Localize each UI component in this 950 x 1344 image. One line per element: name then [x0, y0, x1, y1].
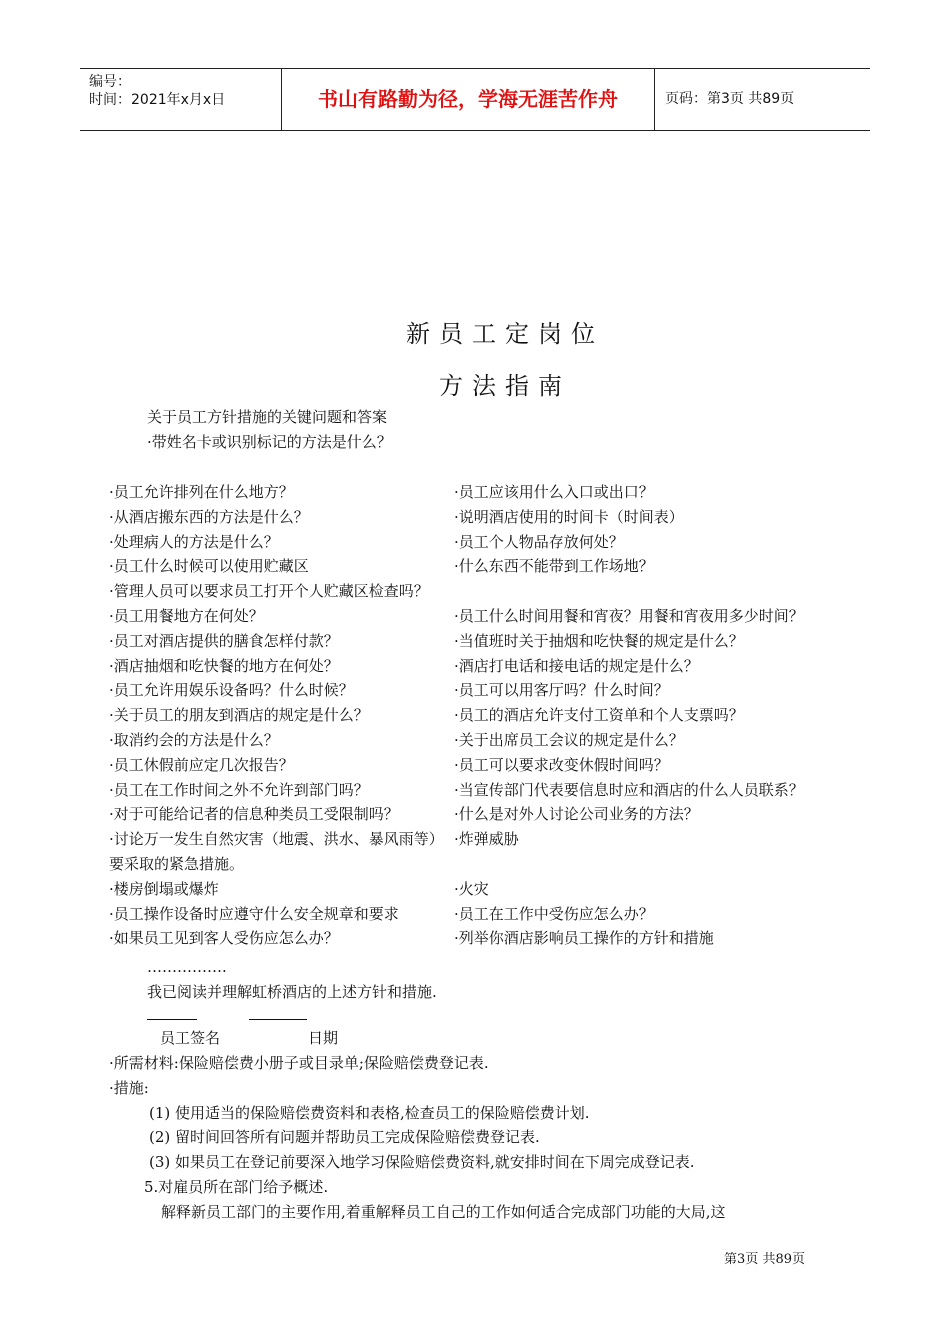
question-right: ·什么是对外人讨论公司业务的方法？: [454, 805, 699, 824]
question-row: [109, 505, 869, 530]
question-row: [109, 480, 869, 505]
question-row: [109, 678, 869, 703]
measures-label: ·措施:: [109, 1078, 149, 1097]
question-row: [109, 877, 869, 902]
header-meta-cell: [80, 69, 282, 130]
header-motto: 书山有路勤为径，学海无涯苦作舟: [282, 69, 655, 130]
question-right: ·员工的酒店允许支付工资单和个人支票吗？: [454, 706, 744, 725]
question-row: [109, 827, 869, 877]
measure-item: (1) 使用适当的保险赔偿费资料和表格,检查员工的保险赔偿费计划.: [149, 1103, 590, 1122]
question-left: ·员工对酒店提供的膳食怎样付款？: [109, 631, 339, 650]
document-title: 新员工定岗位: [406, 320, 604, 348]
question-right: ·员工什么时间用餐和宵夜？用餐和宵夜用多少时间？: [454, 606, 804, 625]
document-subtitle: 方法指南: [439, 372, 571, 400]
question-row: [109, 629, 869, 654]
question-right: ·员工在工作中受伤应怎么办？: [454, 904, 654, 923]
question-row: [109, 654, 869, 679]
question-left: ·处理病人的方法是什么？: [109, 532, 279, 551]
section-5-body: 解释新员工部门的主要作用,着重解释员工自己的工作如何适合完成部门功能的大局,这: [161, 1202, 726, 1221]
question-left: ·从酒店搬东西的方法是什么？: [109, 507, 309, 526]
question-row: [109, 926, 869, 951]
measure-item: (2) 留时间回答所有问题并帮助员工完成保险赔偿费登记表.: [149, 1128, 540, 1147]
question-right: ·列举你酒店影响员工操作的方针和措施: [454, 929, 714, 948]
question-left: ·员工休假前应定几次报告？: [109, 755, 294, 774]
question-row: [109, 604, 869, 629]
question-left: ·员工允许排列在什么地方？: [109, 483, 294, 501]
question-row: [109, 753, 869, 778]
question-left: ·关于员工的朋友到酒店的规定是什么？: [109, 706, 369, 725]
question-row: [109, 703, 869, 728]
question-left: ·讨论万一发生自然灾害（地震、洪水、暴风雨等）要采取的紧急措施。: [109, 830, 444, 873]
question-right: ·当值班时关于抽烟和吃快餐的规定是什么？: [454, 631, 744, 650]
question-right: ·员工可以要求改变休假时间吗？: [454, 755, 669, 774]
question-left: ·对于可能给记者的信息种类员工受限制吗？: [109, 805, 399, 824]
signature-line: [147, 1019, 197, 1020]
question-left: ·员工用餐地方在何处？: [109, 606, 264, 625]
intro-question: ·带姓名卡或识别标记的方法是什么？: [147, 432, 392, 451]
materials-section: [109, 1051, 726, 1225]
question-left: ·员工在工作时间之外不允许到部门吗？: [109, 780, 369, 799]
question-row: [109, 902, 869, 927]
question-right: ·当宣传部门代表要信息时应和酒店的什么人员联系？: [454, 780, 804, 799]
ellipsis: …………….: [147, 958, 227, 976]
question-list: [109, 480, 869, 951]
measure-item: (3) 如果员工在登记前要深入地学习保险赔偿费资料,就安排时间在下周完成登记表.: [149, 1153, 695, 1172]
question-row: [109, 728, 869, 753]
question-left: ·取消约会的方法是什么？: [109, 730, 279, 749]
question-row: [109, 554, 869, 579]
question-right: ·员工可以用客厅吗？什么时间？: [454, 681, 669, 700]
question-row: [109, 530, 869, 555]
date-line: [249, 1019, 307, 1020]
question-left: ·员工什么时候可以使用贮藏区: [109, 557, 309, 576]
question-left: ·楼房倒塌或爆炸: [109, 879, 219, 898]
question-right: ·关于出席员工会议的规定是什么？: [454, 730, 684, 749]
question-left: ·如果员工见到客人受伤应怎么办？: [109, 929, 339, 948]
question-right: ·炸弹威胁: [454, 830, 519, 849]
question-right: ·酒店打电话和接电话的规定是什么？: [454, 656, 699, 675]
intro-heading: 关于员工方针措施的关键问题和答案: [147, 408, 388, 426]
header-time-label: 时间：2021年x月x日: [89, 92, 226, 108]
question-right: ·员工应该用什么入口或出口？: [454, 483, 654, 501]
question-left: ·酒店抽烟和吃快餐的地方在何处？: [109, 656, 339, 675]
materials-line: ·所需材料:保险赔偿费小册子或目录单;保险赔偿费登记表.: [109, 1054, 489, 1072]
question-row: [109, 778, 869, 803]
question-row: [109, 802, 869, 827]
question-row: [109, 579, 869, 604]
page-header: [80, 68, 870, 131]
question-right: ·员工个人物品存放何处？: [454, 532, 624, 551]
date-label: 日期: [308, 1029, 339, 1047]
acknowledgement-block: [147, 955, 437, 1005]
section-5-heading: 5.对雇员所在部门给予概述.: [144, 1177, 329, 1196]
question-right: ·火灾: [454, 879, 489, 898]
acknowledgement-statement: 我已阅读并理解虹桥酒店的上述方针和措施.: [147, 982, 437, 1001]
header-number-label: 编号：: [89, 74, 131, 90]
question-left: ·员工允许用娱乐设备吗？什么时候？: [109, 681, 354, 700]
question-right: ·说明酒店使用的时间卡（时间表）: [454, 507, 684, 526]
question-left: ·员工操作设备时应遵守什么安全规章和要求: [109, 904, 399, 923]
signature-label: 员工签名: [160, 1029, 221, 1047]
intro-block: [147, 405, 392, 455]
question-left: ·管理人员可以要求员工打开个人贮藏区检查吗？: [109, 582, 429, 601]
question-right: ·什么东西不能带到工作场地？: [454, 557, 654, 576]
header-page-label: 页码：第3页 共89页: [665, 91, 795, 107]
page-footer: 第3页 共89页: [724, 1252, 805, 1267]
